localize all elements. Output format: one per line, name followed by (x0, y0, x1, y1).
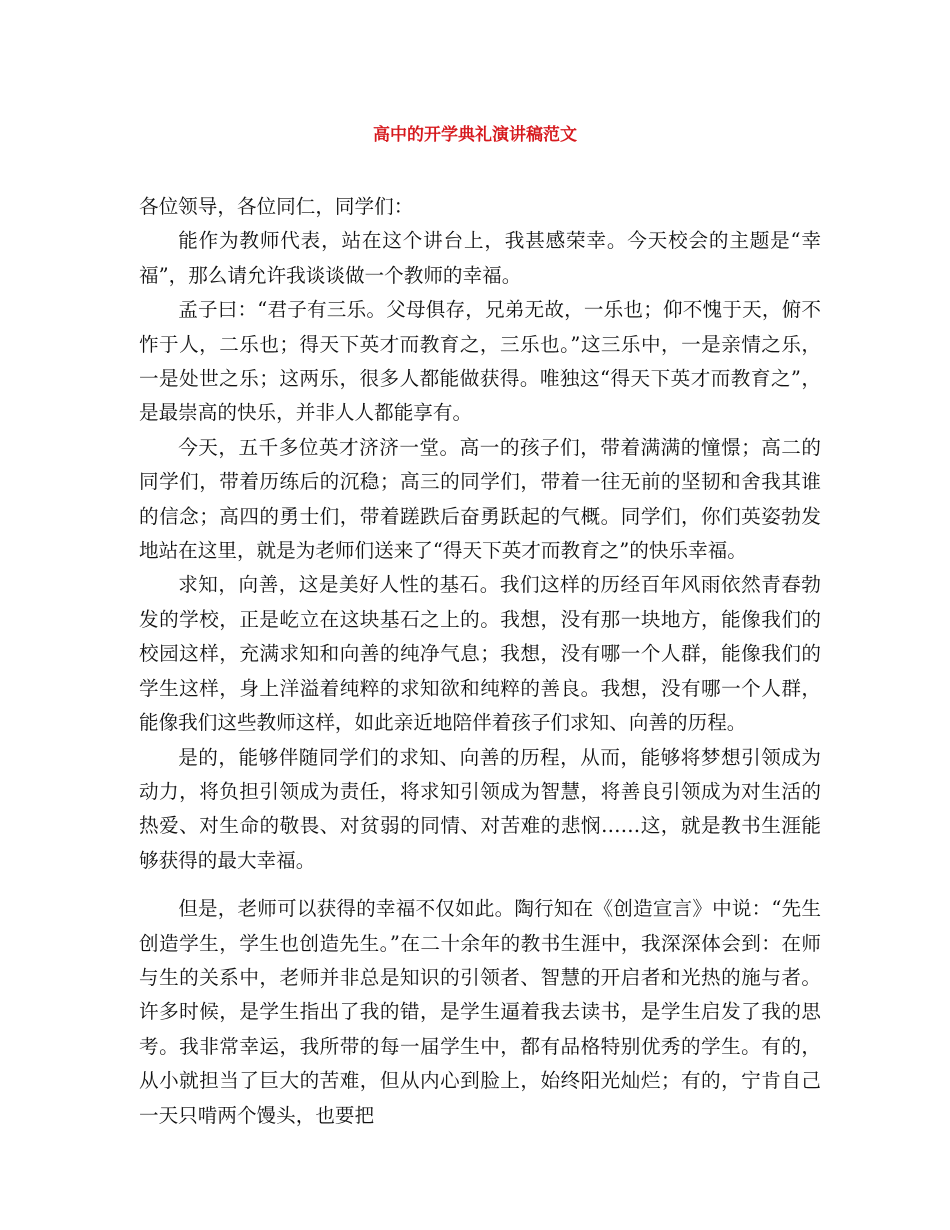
paragraph: 但是，老师可以获得的幸福不仅如此。陶行知在《创造宣言》中说：“先生创造学生，学生也创造先生。”在二十余年的教书生涯中，我深深体会到：在师与生的关系中，老师并非总是知识的引领者、智慧的开启者和光热的施与者。许多时候，是学生指出了我的错，是学生逼着我去读书，是学生启发了我的思考。我非常幸运，我所带的每一届学生中，都有品格特别优秀的学生。有的，从小就担当了巨大的苦难，但从内心到脸上，始终阳光灿烂；有的，宁肯自己一天只啃两个馒头，也要把 (139, 897, 821, 1127)
salutation: 各位领导，各位同仁，同学们： (139, 195, 414, 218)
paragraph: 是的，能够伴随同学们的求知、向善的历程，从而，能够将梦想引领成为动力，将负担引领成为责任，将求知引领成为智慧，将善良引领成为对生活的热爱、对生命的敬畏、对贫弱的同情、对苦难的悲悯……这，就是教书生涯能够获得的最大幸福。 (139, 745, 821, 872)
document-title: 高中的开学典礼演讲稿范文 (373, 125, 577, 145)
paragraph: 孟子曰：“君子有三乐。父母俱存，兄弟无故，一乐也；仰不愧于天，俯不怍于人，二乐也；得天下英才而教育之，三乐也。”这三乐中，一是亲情之乐，一是处世之乐；这两乐，很多人都能做获得。唯独这“得天下英才而教育之”，是最崇高的快乐，并非人人都能享有。 (139, 298, 821, 425)
document-body (139, 190, 821, 1133)
paragraph: 今天，五千多位英才济济一堂。高一的孩子们，带着满满的憧憬；高二的同学们，带着历练后的沉稳；高三的同学们，带着一往无前的坚韧和舍我其谁的信念；高四的勇士们，带着蹉跌后奋勇跃起的气概。同学们，你们英姿勃发地站在这里，就是为老师们送来了“得天下英才而教育之”的快乐幸福。 (139, 435, 821, 563)
paragraph: 能作为教师代表，站在这个讲台上，我甚感荣幸。今天校会的主题是“幸福”，那么请允许我谈谈做一个教师的幸福。 (139, 229, 821, 287)
paragraph: 求知，向善，这是美好人性的基石。我们这样的历经百年风雨依然青春勃发的学校，正是屹立在这块基石之上的。我想，没有那一块地方，能像我们的校园这样，充满求知和向善的纯净气息；我想，没有哪一个人群，能像我们的学生这样，身上洋溢着纯粹的求知欲和纯粹的善良。我想，没有哪一个人群，能像我们这些教师这样，如此亲近地陪伴着孩子们求知、向善的历程。 (139, 573, 821, 735)
